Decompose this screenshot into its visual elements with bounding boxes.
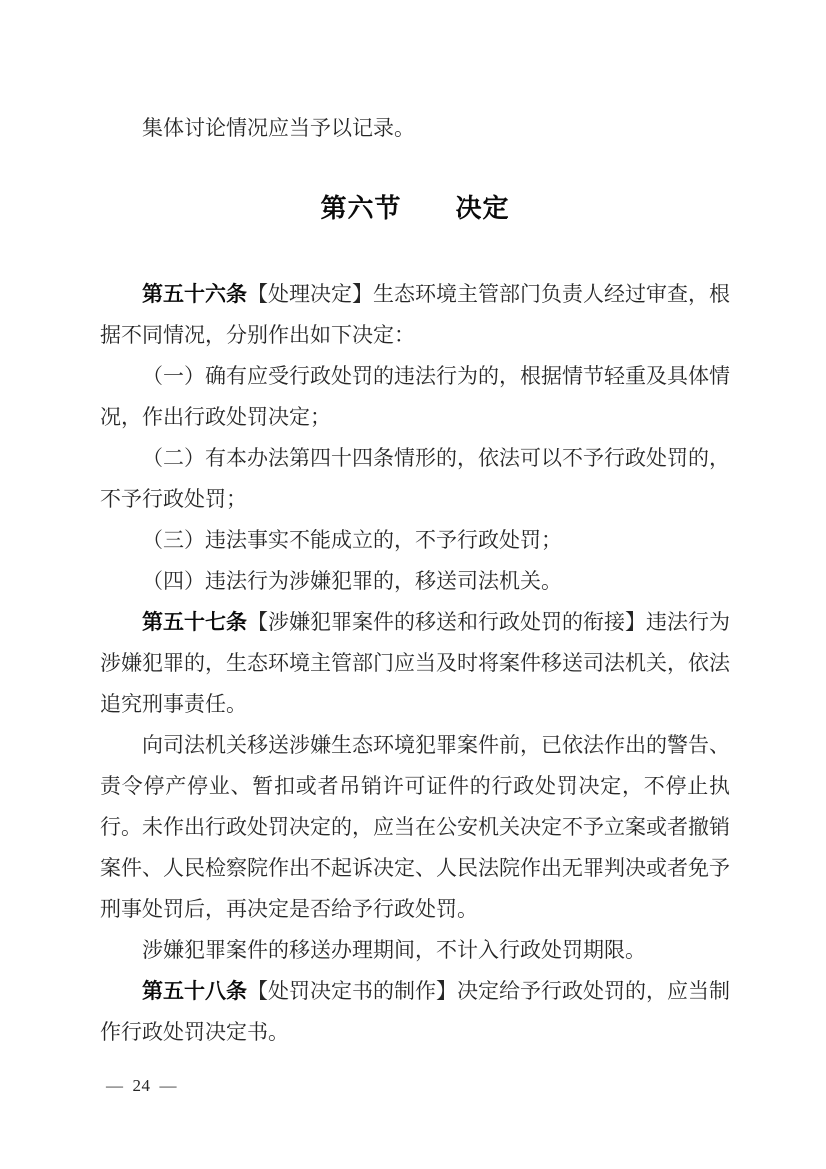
article-56-title: 【处理决定】: [247, 282, 373, 306]
article-57-paragraph: [100, 602, 730, 725]
article-56-text: 生态环境主管部门负责人经过审查，根据不同情况，分别作出如下决定：: [100, 282, 730, 347]
article-57-text: 违法行为涉嫌犯罪的，生态环境主管部门应当及时将案件移送司法机关，依法追究刑事责任。: [100, 610, 730, 716]
article-56-paragraph: [100, 274, 730, 356]
section-heading: 第六节 决定: [320, 194, 510, 223]
item-1-paragraph: [100, 356, 730, 438]
paragraph-text: （四）违法行为涉嫌犯罪的，移送司法机关。: [142, 569, 562, 593]
paragraph-text: 集体讨论情况应当予以记录。: [142, 116, 415, 140]
page-number: 24: [132, 1076, 151, 1095]
article-58-number: 第五十八条: [142, 979, 247, 1003]
item-2-paragraph: [100, 438, 730, 520]
paragraph-collective-discussion: [100, 108, 730, 149]
article-58-text: 决定给予行政处罚的，应当制作行政处罚决定书。: [100, 979, 730, 1044]
article-57-title: 【涉嫌犯罪案件的移送和行政处罚的衔接】: [247, 610, 646, 634]
item-3-paragraph: [100, 520, 730, 561]
document-content: [100, 108, 730, 1053]
item-4-paragraph: [100, 561, 730, 602]
article-58-title: 【处罚决定书的制作】: [247, 979, 457, 1003]
article-58-paragraph: [100, 971, 730, 1053]
article-57-number: 第五十七条: [142, 610, 247, 634]
transfer-before-paragraph: [100, 725, 730, 930]
footer-dash-left: —: [106, 1076, 124, 1095]
paragraph-text: （三）违法事实不能成立的，不予行政处罚；: [142, 528, 562, 552]
paragraph-text: （一）确有应受行政处罚的违法行为的，根据情节轻重及具体情况，作出行政处罚决定；: [100, 364, 730, 429]
paragraph-text: 向司法机关移送涉嫌生态环境犯罪案件前，已依法作出的警告、责令停产停业、暂扣或者吊销许可证件的行政处罚决定，不停止执行。未作出行政处罚决定的，应当在公安机关决定不予立案或者撤销案件、人民检察院作出不起诉决定、人民法院作出无罪判决或者免予刑事处罚后，再决定是否给予行政处罚。: [100, 733, 730, 921]
article-56-number: 第五十六条: [142, 282, 247, 306]
paragraph-text: （二）有本办法第四十四条情形的，依法可以不予行政处罚的，不予行政处罚；: [100, 446, 730, 511]
page-footer: [106, 1076, 177, 1096]
footer-dash-right: —: [159, 1076, 177, 1095]
paragraph-text: 涉嫌犯罪案件的移送办理期间，不计入行政处罚期限。: [142, 938, 646, 962]
transfer-period-paragraph: [100, 930, 730, 971]
